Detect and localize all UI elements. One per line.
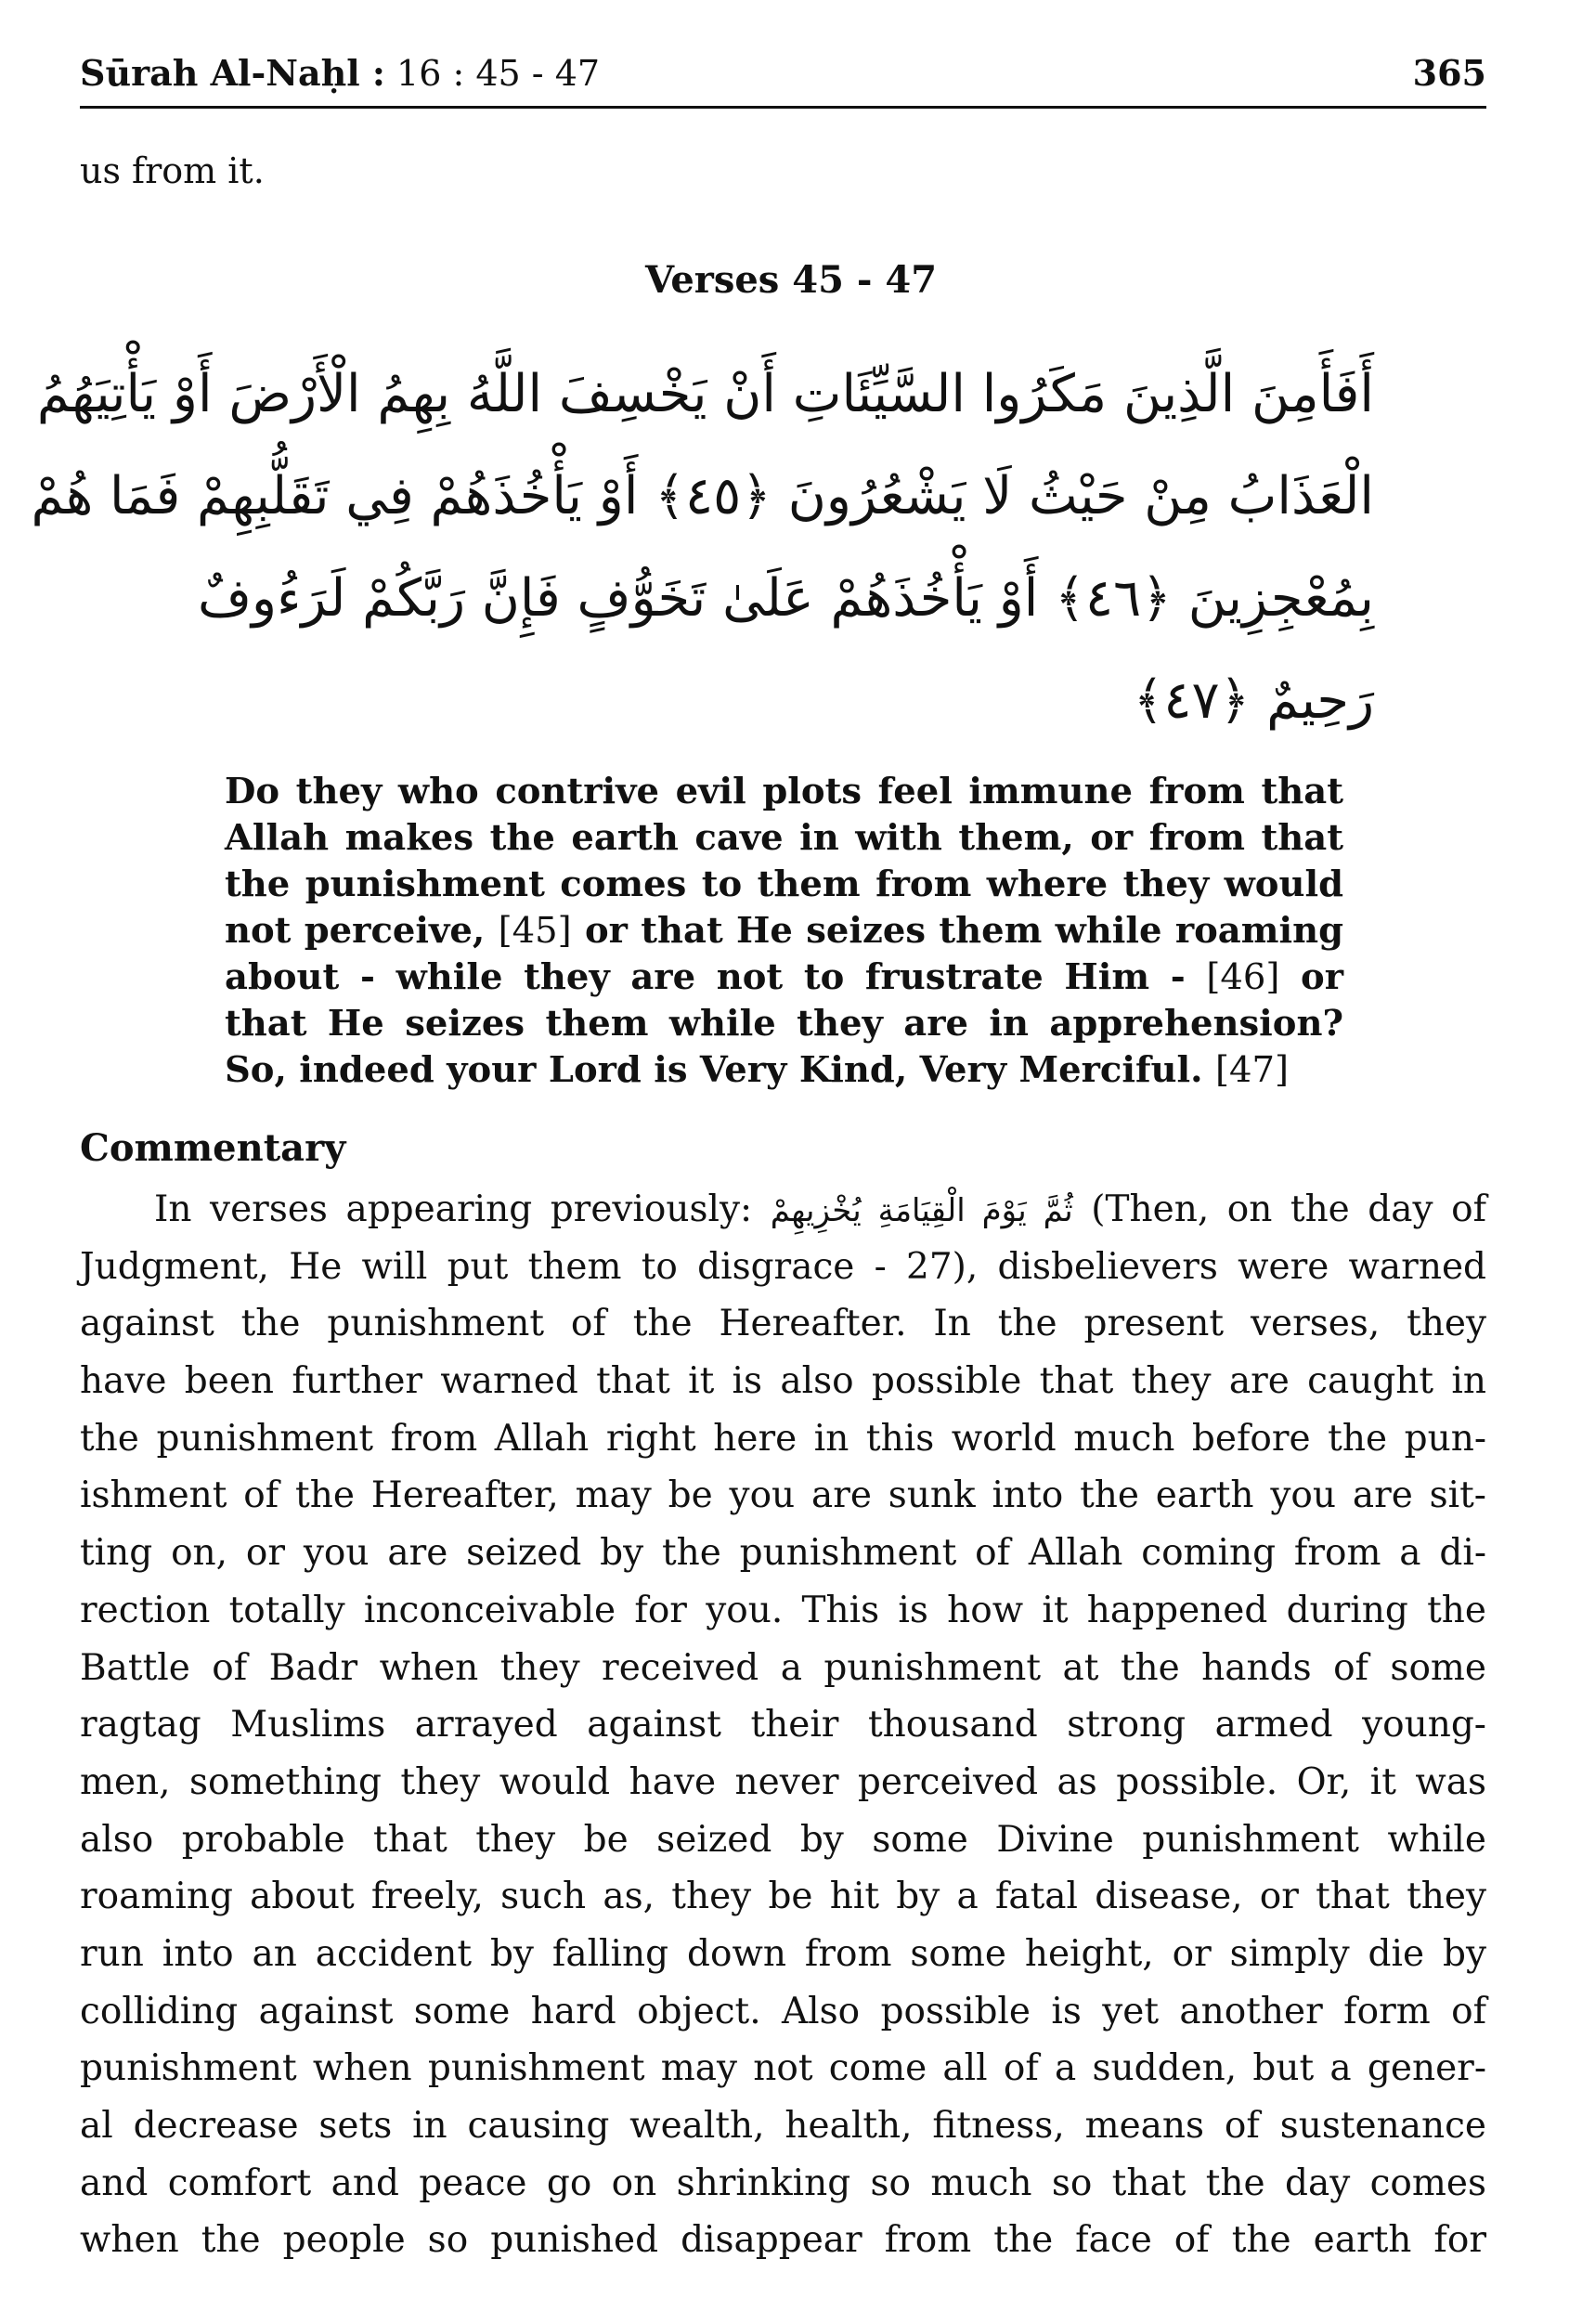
commentary-line: have been further warned that it is also possible that they are caught in [80, 1360, 1486, 1403]
commentary-line: roaming about freely, such as, they be hit by a fatal disease, or that they [80, 1876, 1486, 1918]
commentary-line [80, 1181, 1486, 1239]
verses-heading: Verses 45 - 47 [644, 258, 938, 302]
commentary-line: colliding against some hard object. Also possible is yet another form of [80, 1990, 1486, 2032]
inline-arabic-quote: ثُمَّ يَوْمَ الْقِيَامَةِ يُخْزِيهِمْ [770, 1192, 1073, 1229]
arabic-line: الْعَذَابُ مِنْ حَيْثُ لَا يَشْعُرُونَ ﴿٤٥﴾ أَوْ يَأْخُذَهُمْ فِي تَقَلُّبِهِمْ فَمَا هُمْ [31, 466, 1374, 526]
commentary-line: Judgment, He will put them to disgrace - 27), disbelievers were warned [80, 1245, 1486, 1288]
verse-number: [47] [1214, 1049, 1289, 1091]
commentary-line: al decrease sets in causing wealth, health, fitness, means of sustenance [80, 2105, 1486, 2147]
commentary-line: when the people so punished disappear from the face of the earth for [80, 2219, 1486, 2262]
commentary-line: Battle of Badr when they received a punishment at the hands of some [80, 1646, 1486, 1689]
commentary-heading: Commentary [80, 1126, 346, 1170]
commentary-line: also probable that they be seized by some Divine punishment while [80, 1818, 1486, 1861]
verse-number: [45] [498, 910, 572, 952]
arabic-verses [31, 344, 1374, 752]
header-title [80, 52, 600, 94]
commentary-line: ishment of the Hereafter, may be you are sunk into the earth you are sit- [80, 1474, 1486, 1517]
translation-text: or that He seizes them while they are in apprehension? So, indeed your Lord is Very Kind, Very Merciful. [225, 956, 1343, 1091]
commentary-line: against the punishment of the Hereafter. In the present verses, they [80, 1303, 1486, 1345]
commentary-line: run into an accident by falling down from some height, or simply die by [80, 1932, 1486, 1975]
commentary-line: ragtag Muslims arrayed against their thousand strong armed young- [80, 1704, 1486, 1746]
commentary-text: In verses appearing previously: [154, 1188, 753, 1230]
commentary-line: punishment when punishment may not come all of a sudden, but a gener- [80, 2047, 1486, 2090]
commentary-line: rection totally inconceivable for you. This is how it happened during the [80, 1589, 1486, 1631]
page-number: 365 [1412, 52, 1486, 94]
arabic-line: رَحِيمٌ ﴿٤٧﴾ [1133, 670, 1374, 731]
verse-translation [225, 769, 1343, 1094]
arabic-line: بِمُعْجِزِينَ ﴿٤٦﴾ أَوْ يَأْخُذَهُمْ عَلَىٰ تَخَوُّفٍ فَإِنَّ رَبَّكُمْ لَرَءُوفٌ [197, 568, 1374, 629]
running-header [80, 48, 1486, 110]
commentary-line: ting on, or you are seized by the punishment of Allah coming from a di- [80, 1532, 1486, 1575]
commentary-line: men, something they would have never perceived as possible. Or, it was [80, 1760, 1486, 1803]
commentary-text: (Then, on the day of [1091, 1188, 1486, 1230]
translation-text: or that He seizes them while roaming about - while they are not to frustrate Him - [225, 910, 1344, 998]
commentary-line: the punishment from Allah right here in this world much before the pun- [80, 1417, 1486, 1460]
continued-text: us from it. [80, 150, 265, 191]
verse-number: [46] [1206, 956, 1280, 998]
commentary-body [80, 1181, 1486, 2269]
surah-reference: 16 : 45 - 47 [396, 53, 601, 94]
header-rule [80, 106, 1486, 109]
arabic-line: أَفَأَمِنَ الَّذِينَ مَكَرُوا السَّيِّئَاتِ أَنْ يَخْسِفَ اللَّهُ بِهِمُ الْأَرْضَ أَوْ يَأْتِيَهُمُ [36, 364, 1374, 424]
surah-title: Sūrah Al-Naḥl : [80, 52, 385, 94]
commentary-line: and comfort and peace go on shrinking so much so that the day comes [80, 2162, 1486, 2204]
translation-text: Do they who contrive evil plots feel immune from that Allah makes the earth cave in with them, or from that the punishment comes to them from where they would not perceive, [225, 771, 1343, 952]
